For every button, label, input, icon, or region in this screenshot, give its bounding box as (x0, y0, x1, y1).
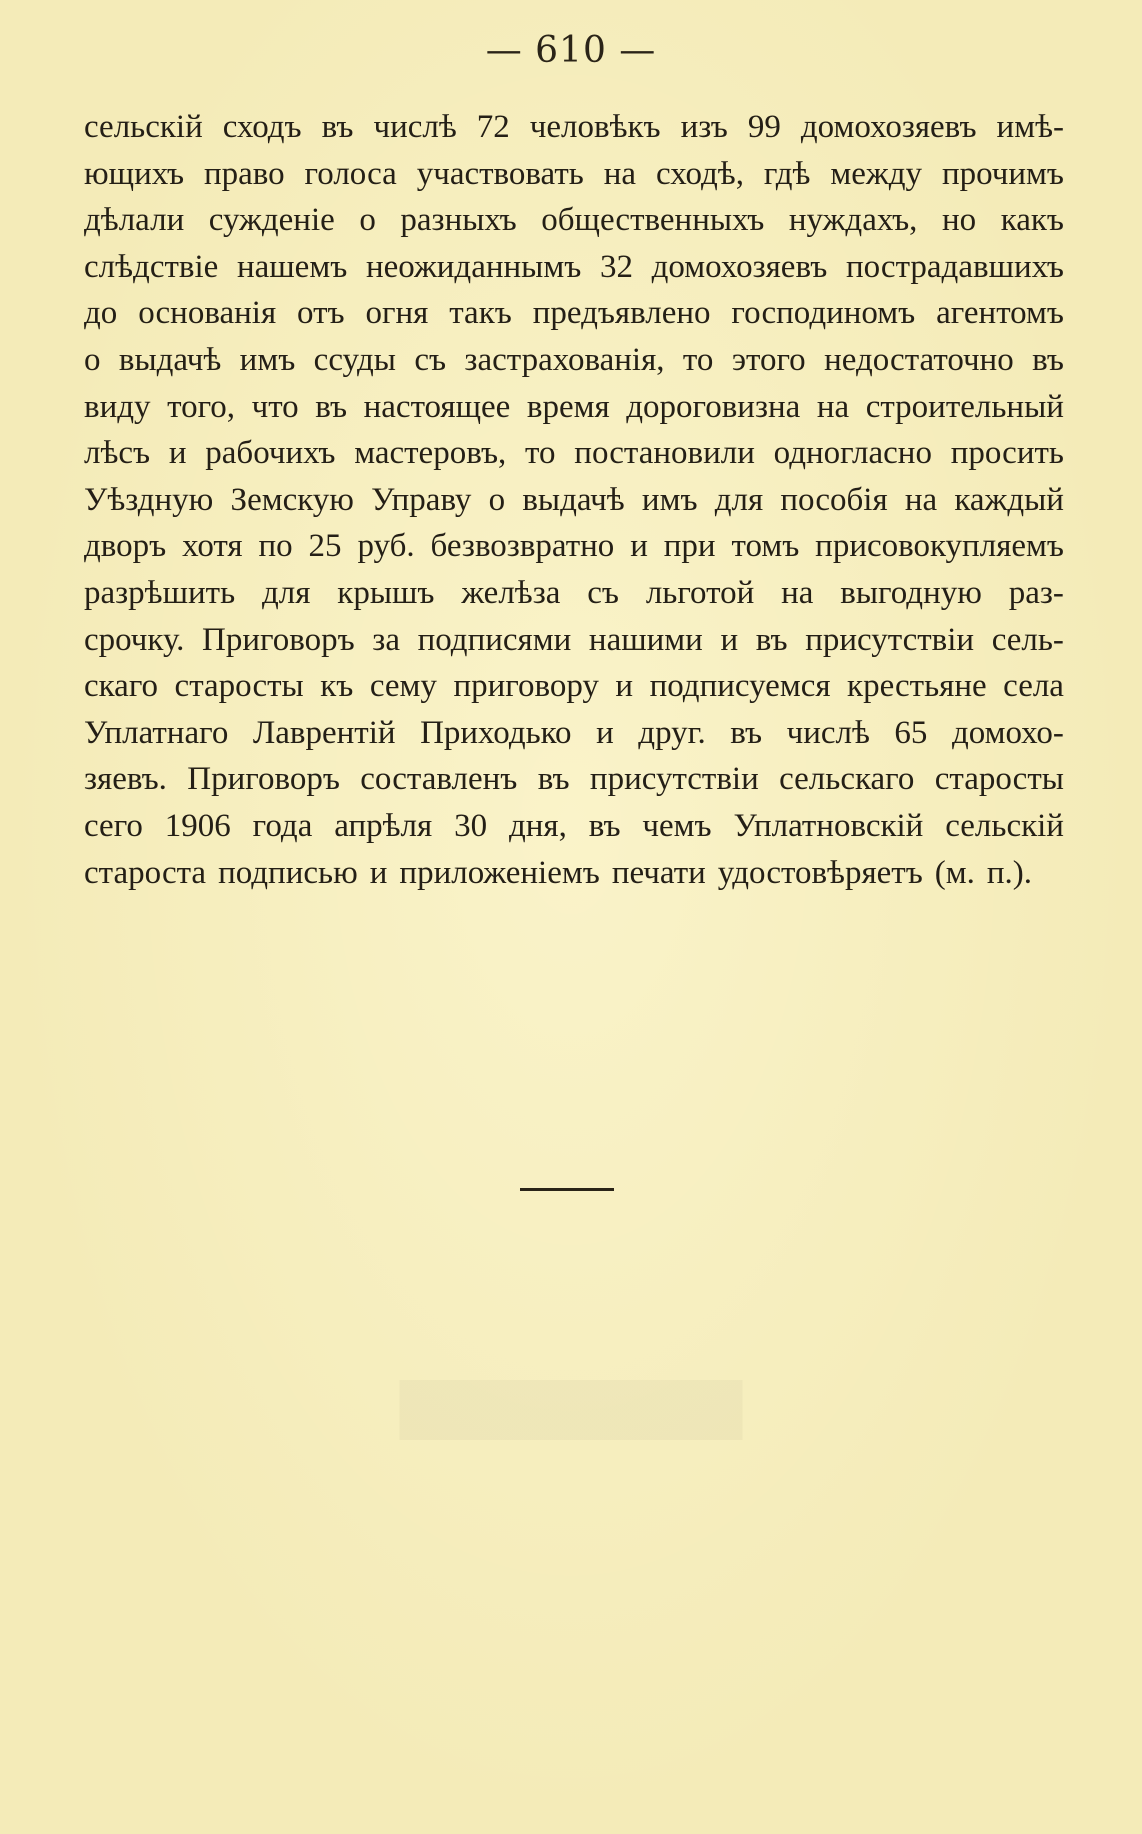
word: пострадавшихъ (845, 248, 1064, 285)
word: въ (588, 807, 621, 844)
word: то (525, 435, 556, 472)
word: сходѣ, (655, 155, 744, 192)
word: настоящее (363, 388, 511, 425)
word: зяевъ. (84, 761, 167, 798)
word: старосты (174, 668, 304, 705)
word: сему (369, 668, 437, 705)
word: Уплатновскій (733, 807, 924, 844)
word: этого (731, 341, 806, 378)
word: для (714, 481, 764, 518)
word: въ (321, 109, 354, 145)
word: имъ (641, 481, 698, 518)
word: о (488, 481, 506, 518)
word: для (262, 574, 311, 611)
word: 1906 (164, 807, 231, 844)
word: разрѣшить (84, 574, 236, 611)
word: основанія (138, 295, 277, 332)
word: нашемъ (236, 248, 348, 285)
word: застрахованія, (464, 341, 665, 378)
word: гдѣ (763, 155, 811, 192)
word: присутствіи (589, 761, 759, 798)
word: крышъ (337, 574, 435, 611)
word: до (84, 295, 118, 332)
word: Уѣздную (84, 481, 214, 518)
word: право (203, 155, 285, 192)
word: 72 (476, 109, 510, 145)
word: 99 (747, 109, 781, 145)
word: руб. (357, 528, 415, 565)
word: дня, (508, 807, 567, 844)
word: 65 (894, 714, 928, 751)
word: и (630, 528, 648, 565)
word: пособія (780, 481, 888, 518)
word: въ (755, 621, 788, 658)
text-line (84, 151, 1064, 198)
word: дѣлали (84, 202, 185, 239)
word: отъ (297, 295, 345, 332)
word: изъ (680, 109, 728, 145)
text-line (84, 523, 1064, 570)
word: домохозяевъ (800, 109, 977, 145)
word: ссуды (313, 341, 396, 378)
word: голоса (304, 155, 397, 192)
word: выдачѣ (522, 481, 625, 518)
word: одногласно (773, 435, 932, 472)
word: апрѣля (334, 807, 433, 844)
word: агентомъ (936, 295, 1064, 332)
word: приложеніемъ (399, 854, 600, 891)
text-line (84, 850, 1064, 897)
word: присутствіи (805, 621, 975, 658)
word: и (615, 668, 634, 705)
word: присовокупляемъ (815, 528, 1064, 565)
word: староста (84, 854, 207, 891)
word: сельскій (945, 807, 1064, 844)
word: что (251, 388, 299, 425)
word: постановили (574, 435, 755, 472)
text-line (84, 430, 1064, 477)
word: то (682, 341, 714, 378)
word: желѣза (461, 574, 561, 611)
word: о (359, 202, 376, 239)
word: Управу (371, 481, 472, 518)
word: составленъ (360, 761, 518, 798)
word: сходъ (222, 109, 302, 145)
word: томъ (731, 528, 800, 565)
word: мастеровъ, (354, 435, 507, 472)
word: друг. (638, 714, 706, 751)
word: на (781, 574, 814, 611)
bleed-through-shadow (0, 1380, 1142, 1440)
word: удостовѣряетъ (717, 854, 923, 891)
word: села (1003, 668, 1064, 705)
word: сель- (991, 621, 1064, 658)
word: недостаточно (824, 341, 1014, 378)
word: и (596, 714, 614, 751)
word: сего (84, 807, 143, 844)
word: 32 (599, 248, 633, 285)
word: числѣ (373, 109, 457, 145)
word: съ (587, 574, 619, 611)
word: выгодную (840, 574, 982, 611)
word: при (663, 528, 716, 565)
word: въ (315, 388, 348, 425)
word: по (258, 528, 293, 565)
word: предъявлено (532, 295, 711, 332)
word: на (816, 388, 850, 425)
word: п.). (986, 854, 1033, 891)
word: скаго (84, 668, 159, 705)
text-line (84, 337, 1064, 384)
word: съ (414, 341, 447, 378)
word: къ (320, 668, 354, 705)
word: (м. (934, 854, 975, 891)
word: Приходько (420, 714, 572, 751)
word: такъ (449, 295, 512, 332)
text-line (84, 477, 1064, 524)
word: имѣ- (996, 109, 1064, 145)
text-line (84, 710, 1064, 757)
word: Приговоръ (187, 761, 340, 798)
word: время (526, 388, 610, 425)
word: печати (611, 854, 706, 891)
word: человѣкъ (529, 109, 661, 145)
word: и (720, 621, 739, 658)
word: на (904, 481, 938, 518)
word: раз- (1008, 574, 1064, 611)
word: крестьяне (847, 668, 987, 705)
word: господиномъ (731, 295, 916, 332)
word: лѣсъ (84, 435, 151, 472)
text-line (84, 756, 1064, 803)
word: Уплатнаго (84, 714, 229, 751)
word: общественныхъ (541, 202, 765, 239)
word: просить (950, 435, 1064, 472)
word: строительный (865, 388, 1064, 425)
text-line (84, 197, 1064, 244)
word: въ (730, 714, 763, 751)
word: подписями (417, 621, 572, 658)
word: 30 (454, 807, 488, 844)
word: нашими (588, 621, 703, 658)
word: Лаврентій (252, 714, 396, 751)
word: старосты (934, 761, 1064, 798)
page-number: — 610 — (485, 30, 657, 71)
word: каждый (954, 481, 1064, 518)
word: дворъ (84, 528, 167, 565)
word: дороговизна (626, 388, 801, 425)
word: домохозяевъ (651, 248, 828, 285)
word: приговору (453, 668, 599, 705)
section-divider (520, 1188, 614, 1191)
word: Приговоръ (202, 621, 355, 658)
word: о (84, 341, 101, 378)
word: на (603, 155, 637, 192)
text-line (84, 663, 1064, 710)
word: но (941, 202, 977, 239)
word: безвозвратно (430, 528, 615, 565)
word: участвовать (416, 155, 584, 192)
word: сельскаго (779, 761, 915, 798)
word: Земскую (230, 481, 354, 518)
word: подписью (218, 854, 358, 891)
word: хотя (182, 528, 243, 565)
word: разныхъ (400, 202, 517, 239)
word: числѣ (786, 714, 870, 751)
word: сужденіе (208, 202, 335, 239)
word: домохо- (951, 714, 1064, 751)
word: года (252, 807, 313, 844)
text-line (84, 570, 1064, 617)
word: чемъ (642, 807, 712, 844)
word: сельскій (84, 109, 203, 145)
word: льготой (645, 574, 755, 611)
word: прочимъ (941, 155, 1064, 192)
word: рабочихъ (205, 435, 336, 472)
word: въ (537, 761, 570, 798)
word: въ (1032, 341, 1064, 378)
word: и (168, 435, 187, 472)
word: и (369, 854, 388, 891)
text-line (84, 104, 1064, 151)
text-line (84, 803, 1064, 850)
word: подписуемся (649, 668, 831, 705)
word: между (830, 155, 923, 192)
word: имъ (239, 341, 296, 378)
text-line (84, 384, 1064, 431)
text-line (84, 290, 1064, 337)
word: нуждахъ, (788, 202, 918, 239)
word: ющихъ (84, 155, 185, 192)
word: неожиданнымъ (365, 248, 582, 285)
word: слѣдствіе (84, 248, 219, 285)
word: выдачѣ (118, 341, 222, 378)
word: за (372, 621, 400, 658)
word: срочку. (84, 621, 185, 658)
word: виду (84, 388, 151, 425)
word: какъ (1000, 202, 1064, 239)
paragraph (84, 104, 1064, 896)
text-line (84, 617, 1064, 664)
word: огня (365, 295, 429, 332)
word: того, (167, 388, 236, 425)
word: 25 (308, 528, 342, 565)
text-line (84, 244, 1064, 291)
